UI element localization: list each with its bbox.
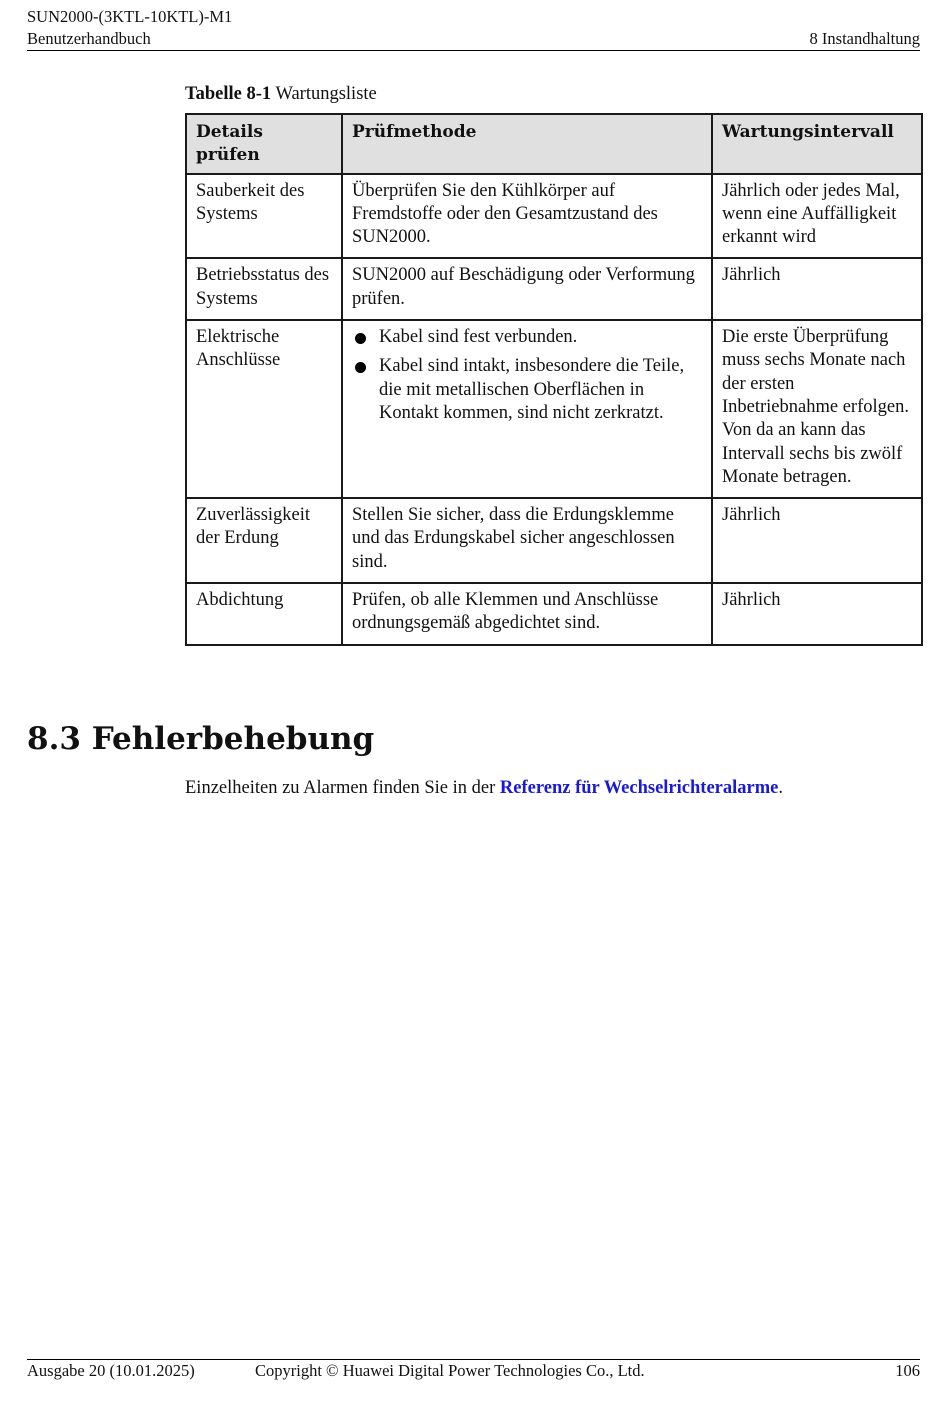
maintenance-table (185, 113, 923, 646)
footer-page-number: 106 (895, 1361, 920, 1380)
header-product: SUN2000-(3KTL-10KTL)-M1 (27, 7, 233, 26)
cell-method: Überprüfen Sie den Kühlkörper auf Fremdstoffe oder den Gesamtzustand des SUN2000. (342, 174, 712, 259)
column-header-item: Details prüfen (186, 114, 342, 174)
column-header-method: Prüfmethode (342, 114, 712, 174)
cell-method: SUN2000 auf Beschädigung oder Verformung prüfen. (342, 258, 712, 320)
cell-interval: Jährlich (712, 583, 922, 645)
cell-item: Abdichtung (186, 583, 342, 645)
section-paragraph (185, 776, 783, 800)
table-row (186, 320, 922, 498)
alarm-reference-link[interactable]: Referenz für Wechselrichteralarme (499, 778, 779, 798)
table-header-row (186, 114, 922, 174)
table-row (186, 583, 922, 645)
table-row (186, 498, 922, 583)
table-caption-label: Tabelle 8-1 (185, 84, 272, 104)
footer-issue: Ausgabe 20 (10.01.2025) (27, 1361, 195, 1380)
section-title: 8.3 Fehlerbehebung (27, 721, 375, 757)
bullet-text: Kabel sind intakt, insbesondere die Teile, die mit metallischen Oberflächen in Kontakt kommen, sind nicht zerkratzt. (379, 356, 685, 423)
column-header-interval: Wartungsintervall (712, 114, 922, 174)
bullet-text: Kabel sind fest verbunden. (379, 327, 578, 348)
cell-item: Zuverlässigkeit der Erdung (186, 498, 342, 583)
bullet-dot-icon (355, 362, 366, 373)
header-chapter: 8 Instandhaltung (809, 29, 920, 48)
section-text: Einzelheiten zu Alarmen finden Sie in der (185, 778, 500, 798)
cell-method: Prüfen, ob alle Klemmen und Anschlüsse ordnungsgemäß abgedichtet sind. (342, 583, 712, 645)
bullet-dot-icon (355, 333, 366, 344)
section-text-end: . (778, 778, 783, 798)
header-rule (27, 50, 920, 51)
cell-method-bullets (342, 320, 712, 498)
cell-interval: Jährlich (712, 498, 922, 583)
cell-interval: Jährlich (712, 258, 922, 320)
bullet-item (352, 355, 702, 425)
page-header-left (27, 6, 232, 50)
cell-interval: Jährlich oder jedes Mal, wenn eine Auffälligkeit erkannt wird (712, 174, 922, 259)
cell-item: Betriebsstatus des Systems (186, 258, 342, 320)
table-caption-title: Wartungsliste (275, 84, 377, 104)
cell-item: Sauberkeit des Systems (186, 174, 342, 259)
footer-copyright: Copyright © Huawei Digital Power Technologies Co., Ltd. (255, 1361, 645, 1380)
bullet-list (352, 326, 702, 425)
cell-method: Stellen Sie sicher, dass die Erdungsklemme und das Erdungskabel sicher angeschlossen sind. (342, 498, 712, 583)
table-row (186, 258, 922, 320)
table-caption (185, 82, 377, 106)
cell-item: Elektrische Anschlüsse (186, 320, 342, 498)
cell-interval: Die erste Überprüfung muss sechs Monate nach der ersten Inbetriebnahme erfolgen. Von da an kann das Intervall sechs bis zwölf Monate betragen. (712, 320, 922, 498)
bullet-item (352, 326, 702, 349)
table-row (186, 174, 922, 259)
header-manual: Benutzerhandbuch (27, 29, 151, 48)
